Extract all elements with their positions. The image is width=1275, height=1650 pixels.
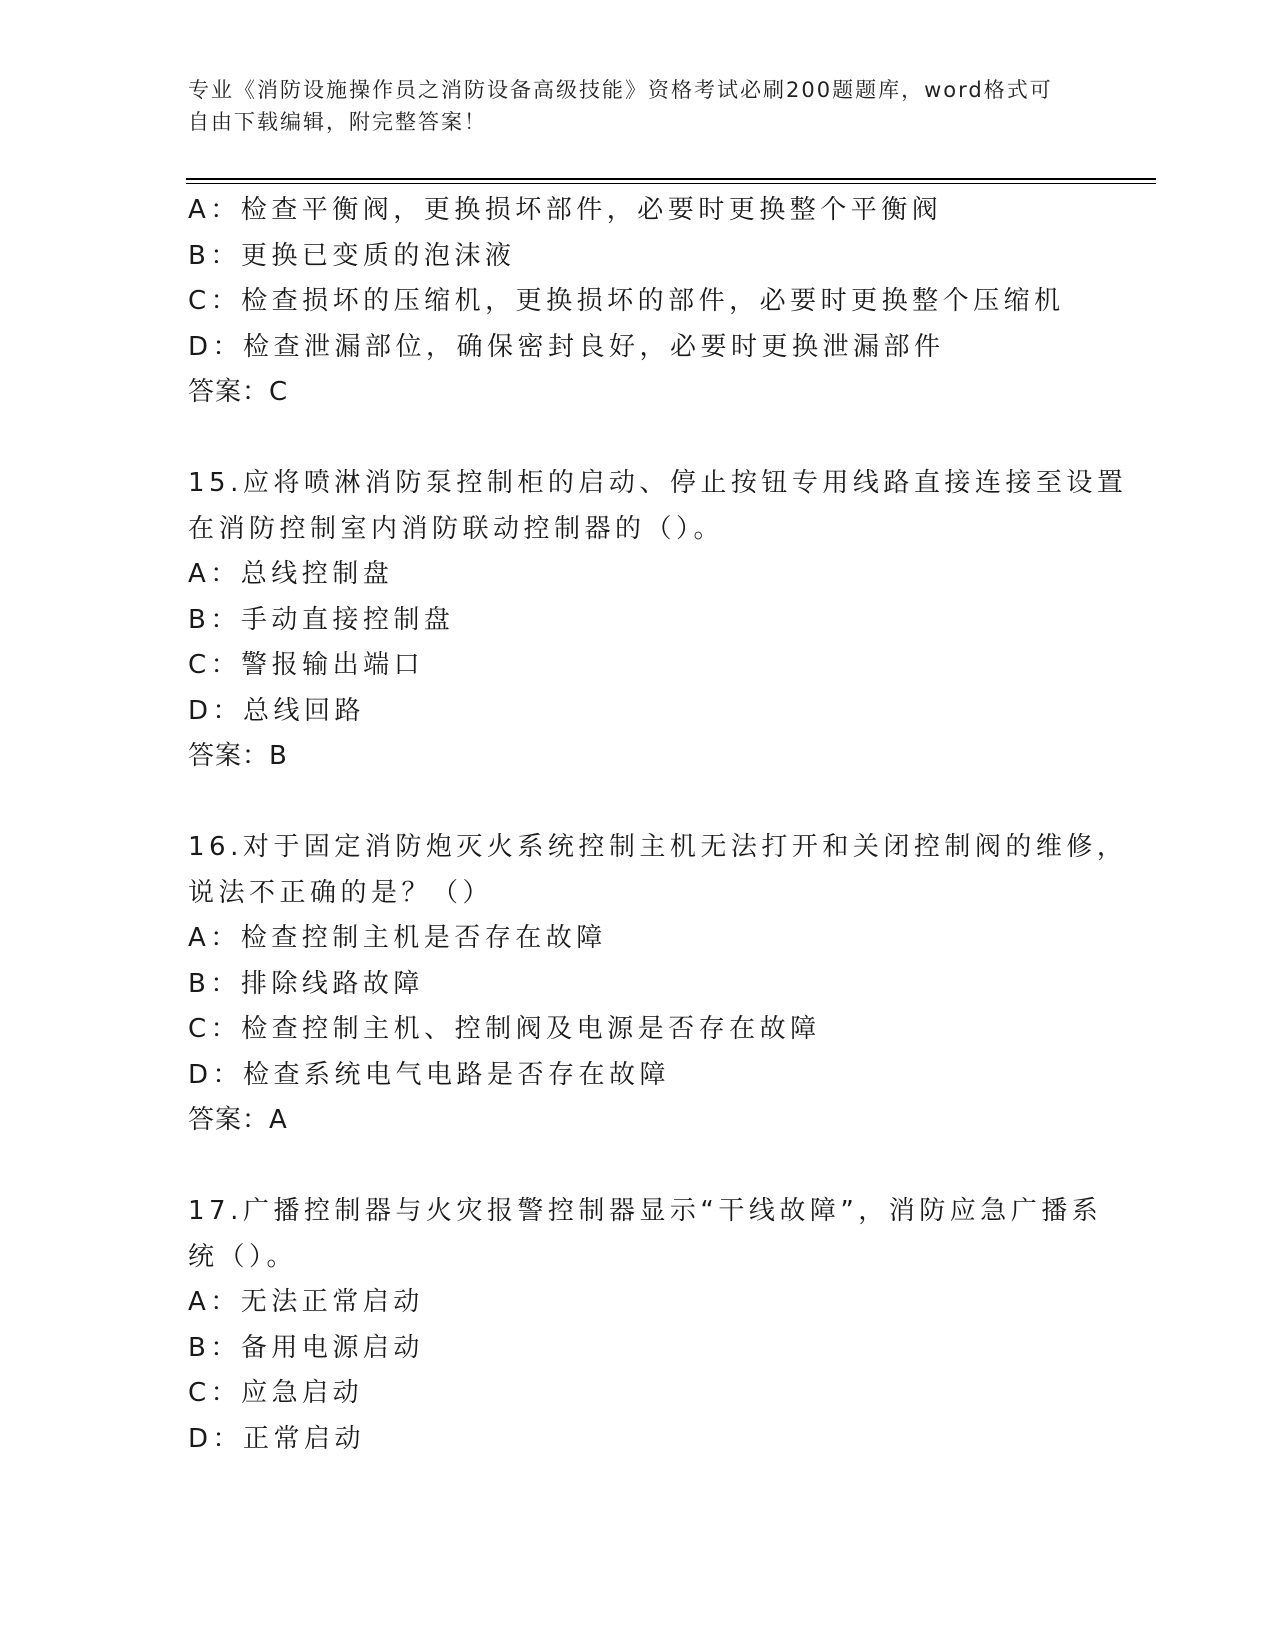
document-header: 专业《消防设施操作员之消防设备高级技能》资格考试必刷200题题库，word格式可自由下载编辑，附完整答案！ xyxy=(188,78,1053,134)
option-c: C：警报输出端口 xyxy=(188,650,425,680)
option-b: B：排除线路故障 xyxy=(188,968,424,999)
question-stem: 16.对于固定消防炮灭火系统控制主机无法打开和关闭控制阀的维修， xyxy=(188,832,1128,862)
question-stem: 统（）。 xyxy=(188,1241,298,1272)
question-list xyxy=(188,188,1128,1462)
option-c: C：检查控制主机、控制阀及电源是否存在故障 xyxy=(188,1014,821,1044)
spacer xyxy=(188,780,1088,826)
question-15 xyxy=(188,461,1128,780)
question-stem: 在消防控制室内消防联动控制器的（）。 xyxy=(188,513,725,544)
header-divider-thin xyxy=(186,183,1156,184)
header-divider-thick xyxy=(186,178,1156,180)
answer-line: 答案：A xyxy=(188,1105,288,1135)
option-b: B：手动直接控制盘 xyxy=(188,604,455,635)
question-16 xyxy=(188,825,1128,1144)
answer-line: 答案：C xyxy=(188,377,289,407)
option-d: D：总线回路 xyxy=(188,695,366,726)
option-c: C：检查损坏的压缩机，更换损坏的部件，必要时更换整个压缩机 xyxy=(188,286,1065,316)
spacer xyxy=(188,416,1088,462)
question-stem: 15.应将喷淋消防泵控制柜的启动、停止按钮专用线路直接连接至设置 xyxy=(188,468,1128,498)
option-c: C：应急启动 xyxy=(188,1378,364,1408)
option-d: D：检查泄漏部位，确保密封良好，必要时更换泄漏部件 xyxy=(188,331,945,362)
option-a: A：无法正常启动 xyxy=(188,1287,424,1317)
option-b: B：更换已变质的泡沫液 xyxy=(188,240,516,271)
question-stem: 说法不正确的是？（） xyxy=(188,877,494,908)
option-d: D：正常启动 xyxy=(188,1423,366,1454)
option-a: A：检查平衡阀，更换损坏部件，必要时更换整个平衡阀 xyxy=(188,195,943,225)
answer-line: 答案：B xyxy=(188,741,288,771)
spacer xyxy=(188,1144,1088,1190)
question-17 xyxy=(188,1189,1103,1462)
option-a: A：检查控制主机是否存在故障 xyxy=(188,923,607,953)
option-b: B：备用电源启动 xyxy=(188,1332,424,1363)
question-stem: 17.广播控制器与火灾报警控制器显示“干线故障”，消防应急广播系 xyxy=(188,1196,1103,1226)
question-14-continued xyxy=(188,188,1088,416)
option-d: D：检查系统电气电路是否存在故障 xyxy=(188,1059,671,1090)
option-a: A：总线控制盘 xyxy=(188,559,394,589)
